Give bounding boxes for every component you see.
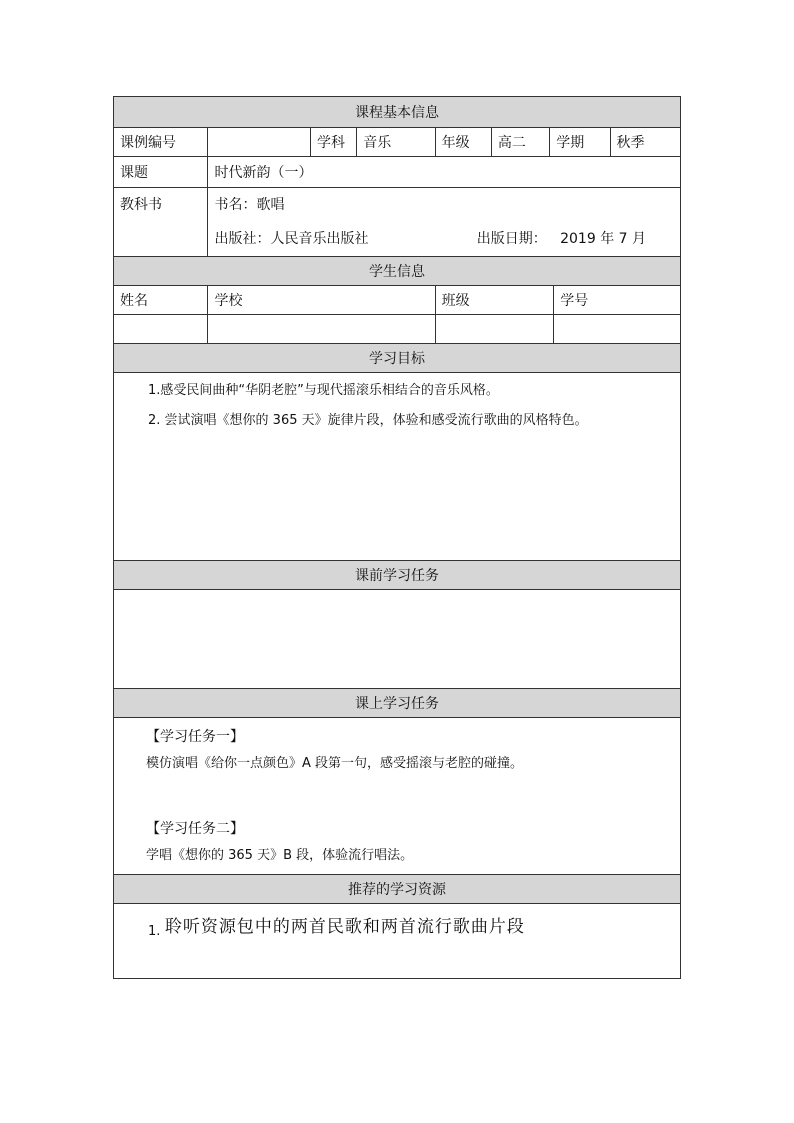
publisher-line bbox=[214, 214, 680, 254]
student-info-header: 学生信息 bbox=[114, 257, 681, 286]
grade-value: 高二 bbox=[491, 128, 549, 157]
objective-item: 1.感受民间曲种“华阴老腔”与现代摇滚乐相结合的音乐风格。 bbox=[148, 383, 499, 398]
resources-header: 推荐的学习资源 bbox=[114, 875, 681, 904]
student-number-label: 学号 bbox=[554, 286, 681, 315]
term-label: 学期 bbox=[550, 128, 610, 157]
course-id-value bbox=[208, 128, 311, 157]
topic-label: 课题 bbox=[114, 157, 208, 188]
lesson-plan-table bbox=[113, 96, 681, 979]
pub-date bbox=[477, 228, 646, 248]
objectives-content bbox=[114, 373, 681, 561]
class-field bbox=[435, 315, 554, 344]
topic-value: 时代新韵（一） bbox=[208, 157, 681, 188]
resource-text: 聆听资源包中的两首民歌和两首流行歌曲片段 bbox=[164, 917, 525, 937]
school-field bbox=[208, 315, 435, 344]
in-class-header: 课上学习任务 bbox=[114, 689, 681, 718]
spacer bbox=[146, 778, 680, 816]
pre-class-content bbox=[114, 590, 681, 689]
task2-title: 【学习任务二】 bbox=[146, 821, 244, 837]
student-number-field bbox=[554, 315, 681, 344]
objective-item: 2. 尝试演唱《想你的 365 天》旋律片段，体验和感受流行歌曲的风格特色。 bbox=[148, 413, 588, 428]
course-id-label: 课例编号 bbox=[114, 128, 208, 157]
task2-body: 学唱《想你的 365 天》B 段，体验流行唱法。 bbox=[146, 848, 414, 863]
lesson-plan-sheet bbox=[113, 96, 681, 979]
textbook-cell bbox=[208, 188, 681, 257]
class-label: 班级 bbox=[435, 286, 554, 315]
school-label: 学校 bbox=[208, 286, 435, 315]
term-value: 秋季 bbox=[610, 128, 681, 157]
course-info-header: 课程基本信息 bbox=[114, 97, 681, 128]
student-name-label: 姓名 bbox=[114, 286, 208, 315]
resource-number: 1. bbox=[148, 924, 161, 939]
pre-class-header: 课前学习任务 bbox=[114, 561, 681, 590]
resources-content bbox=[114, 904, 681, 979]
textbook-label: 教科书 bbox=[114, 188, 208, 257]
publisher: 出版社：人民音乐出版社 bbox=[214, 231, 369, 247]
student-name-field bbox=[114, 315, 208, 344]
pub-date-label: 出版日期： bbox=[476, 231, 547, 247]
in-class-content bbox=[114, 718, 681, 875]
grade-label: 年级 bbox=[435, 128, 491, 157]
objectives-header: 学习目标 bbox=[114, 344, 681, 373]
subject-value: 音乐 bbox=[357, 128, 435, 157]
book-name: 书名：歌唱 bbox=[214, 197, 285, 213]
pub-date-value: 2019 年 7 月 bbox=[560, 231, 646, 247]
task1-title: 【学习任务一】 bbox=[146, 729, 244, 745]
task1-body: 模仿演唱《给你一点颜色》A 段第一句，感受摇滚与老腔的碰撞。 bbox=[146, 756, 524, 771]
subject-label: 学科 bbox=[311, 128, 357, 157]
